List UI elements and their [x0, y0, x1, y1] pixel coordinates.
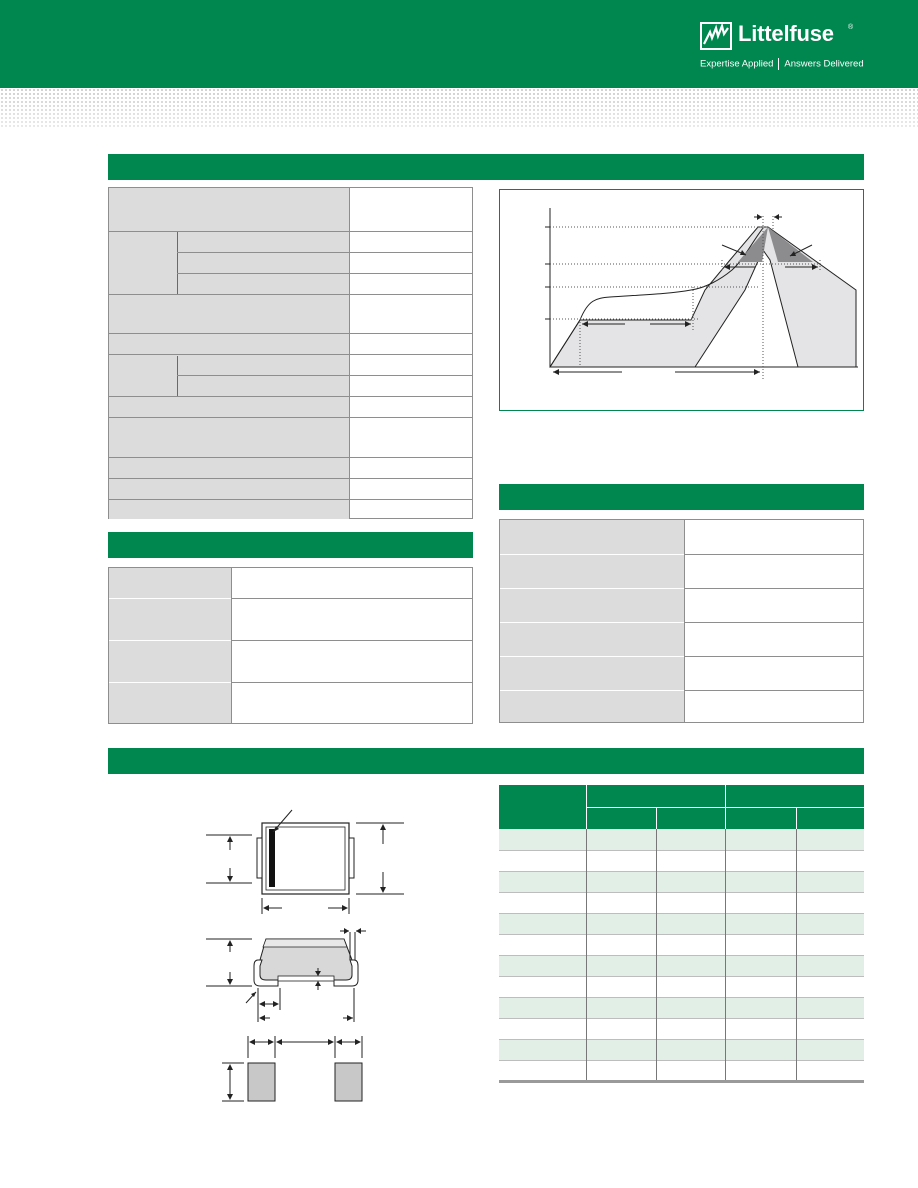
- lead-right: [349, 838, 354, 878]
- arrow-head: [553, 369, 559, 375]
- littelfuse-logo-icon: [700, 22, 732, 50]
- section-bar-top: [108, 154, 864, 180]
- table-row: [499, 892, 864, 913]
- row-divider: [684, 690, 863, 691]
- row-divider: [109, 333, 472, 334]
- table-row: [499, 1018, 864, 1039]
- row-divider: [231, 682, 472, 683]
- row-divider: [109, 478, 472, 479]
- table-row: [499, 1060, 864, 1081]
- profile-band: [550, 227, 856, 367]
- label-cell: [109, 188, 349, 231]
- arrow-head: [259, 1001, 265, 1007]
- row-divider: [109, 417, 472, 418]
- arrow-head: [757, 214, 762, 220]
- arrow-head: [276, 1039, 282, 1045]
- brand-logo: [700, 20, 864, 70]
- row-divider: [109, 396, 472, 397]
- row-divider: [231, 640, 472, 641]
- label-cell-group: [109, 356, 349, 420]
- col-divider: [656, 829, 657, 1081]
- label-cell: [500, 520, 684, 722]
- row-divider: [177, 252, 472, 253]
- row-divider: [177, 375, 472, 376]
- row-divider: [109, 231, 472, 232]
- table-row: [499, 934, 864, 955]
- table-row: [499, 955, 864, 976]
- header-divider: [796, 807, 797, 829]
- col-divider: [586, 829, 587, 1081]
- cathode-band: [269, 829, 275, 887]
- section-bar-left-middle: [108, 532, 473, 558]
- parameters-table: [108, 187, 473, 519]
- tagline-divider: [778, 58, 779, 70]
- arrow-head: [227, 876, 233, 882]
- column-divider: [177, 231, 178, 294]
- solder-pad-left: [248, 1063, 275, 1101]
- arrow-head: [259, 1015, 265, 1021]
- column-divider: [231, 568, 232, 723]
- registered-mark: ®: [848, 24, 854, 31]
- arrow-head: [380, 887, 386, 893]
- package-body-side-top: [263, 939, 347, 947]
- reflow-profile-panel: [499, 189, 864, 411]
- col-divider: [796, 829, 797, 1081]
- row-divider: [499, 934, 864, 935]
- section-bar-right-middle: [499, 484, 864, 510]
- row-divider: [109, 499, 472, 500]
- package-body-top: [262, 823, 349, 894]
- arrow-head: [355, 1039, 361, 1045]
- arrow-head: [227, 979, 233, 985]
- row-divider: [499, 871, 864, 872]
- arrow-head: [227, 836, 233, 842]
- row-divider: [499, 892, 864, 893]
- table-row: [499, 976, 864, 997]
- row-divider: [109, 354, 472, 355]
- arrow-head: [336, 1039, 342, 1045]
- row-divider: [499, 997, 864, 998]
- arrow-head: [774, 214, 779, 220]
- arrow-head: [263, 905, 269, 911]
- tagline-left: Expertise Applied: [700, 58, 774, 70]
- brand-name: Littelfuse: [738, 21, 834, 46]
- arrow-head: [227, 1064, 233, 1070]
- row-divider: [109, 294, 472, 295]
- row-divider: [684, 656, 863, 657]
- solder-pad-right: [335, 1063, 362, 1101]
- row-divider: [499, 1018, 864, 1019]
- arrow-head: [249, 1039, 255, 1045]
- table-row: [499, 1039, 864, 1060]
- arrow-head: [227, 1094, 233, 1100]
- label-cell-group: [109, 231, 177, 294]
- row-divider: [499, 955, 864, 956]
- table-row: [499, 871, 864, 892]
- row-divider: [231, 598, 472, 599]
- arrow-head: [328, 1039, 334, 1045]
- header-divider: [586, 807, 864, 808]
- brand-tagline: [700, 58, 864, 70]
- physical-specs-table: [108, 567, 473, 724]
- standoff: [278, 976, 334, 981]
- row-divider: [499, 976, 864, 977]
- arrow-head: [344, 928, 349, 934]
- table-bottom-rule: [499, 1080, 864, 1083]
- table-row: [499, 997, 864, 1018]
- arrow-head: [754, 369, 760, 375]
- label-cell: [177, 231, 349, 294]
- table-row: [499, 829, 864, 850]
- row-divider: [684, 554, 863, 555]
- row-divider: [499, 850, 864, 851]
- arrow-head: [342, 905, 348, 911]
- lead-left: [257, 838, 262, 878]
- table-row: [499, 913, 864, 934]
- package-outline-drawing: [200, 800, 420, 1110]
- table-row: [499, 850, 864, 871]
- reflow-profile-chart: [500, 190, 863, 410]
- arrow-head: [380, 824, 386, 830]
- row-divider: [499, 1060, 864, 1061]
- col-divider: [725, 829, 726, 1081]
- arrow-head: [356, 928, 361, 934]
- tagline-right: Answers Delivered: [784, 58, 864, 70]
- row-divider: [684, 588, 863, 589]
- arrow-head: [227, 940, 233, 946]
- section-bar-bottom: [108, 748, 864, 774]
- row-divider: [177, 273, 472, 274]
- column-divider: [684, 520, 685, 722]
- arrow-head: [273, 1001, 279, 1007]
- specifications-table: [499, 519, 864, 723]
- row-divider: [109, 457, 472, 458]
- dot-pattern-fade: [0, 88, 918, 128]
- label-cell: [109, 420, 349, 519]
- arrow-head: [268, 1039, 274, 1045]
- row-divider: [499, 1039, 864, 1040]
- label-cell: [109, 568, 231, 723]
- row-divider: [684, 622, 863, 623]
- row-divider: [499, 913, 864, 914]
- header-divider: [656, 807, 657, 829]
- page-header: [0, 0, 918, 88]
- arrow-head: [315, 981, 321, 986]
- label-cell: [109, 294, 349, 356]
- column-divider: [177, 356, 178, 396]
- arrow-head: [347, 1015, 353, 1021]
